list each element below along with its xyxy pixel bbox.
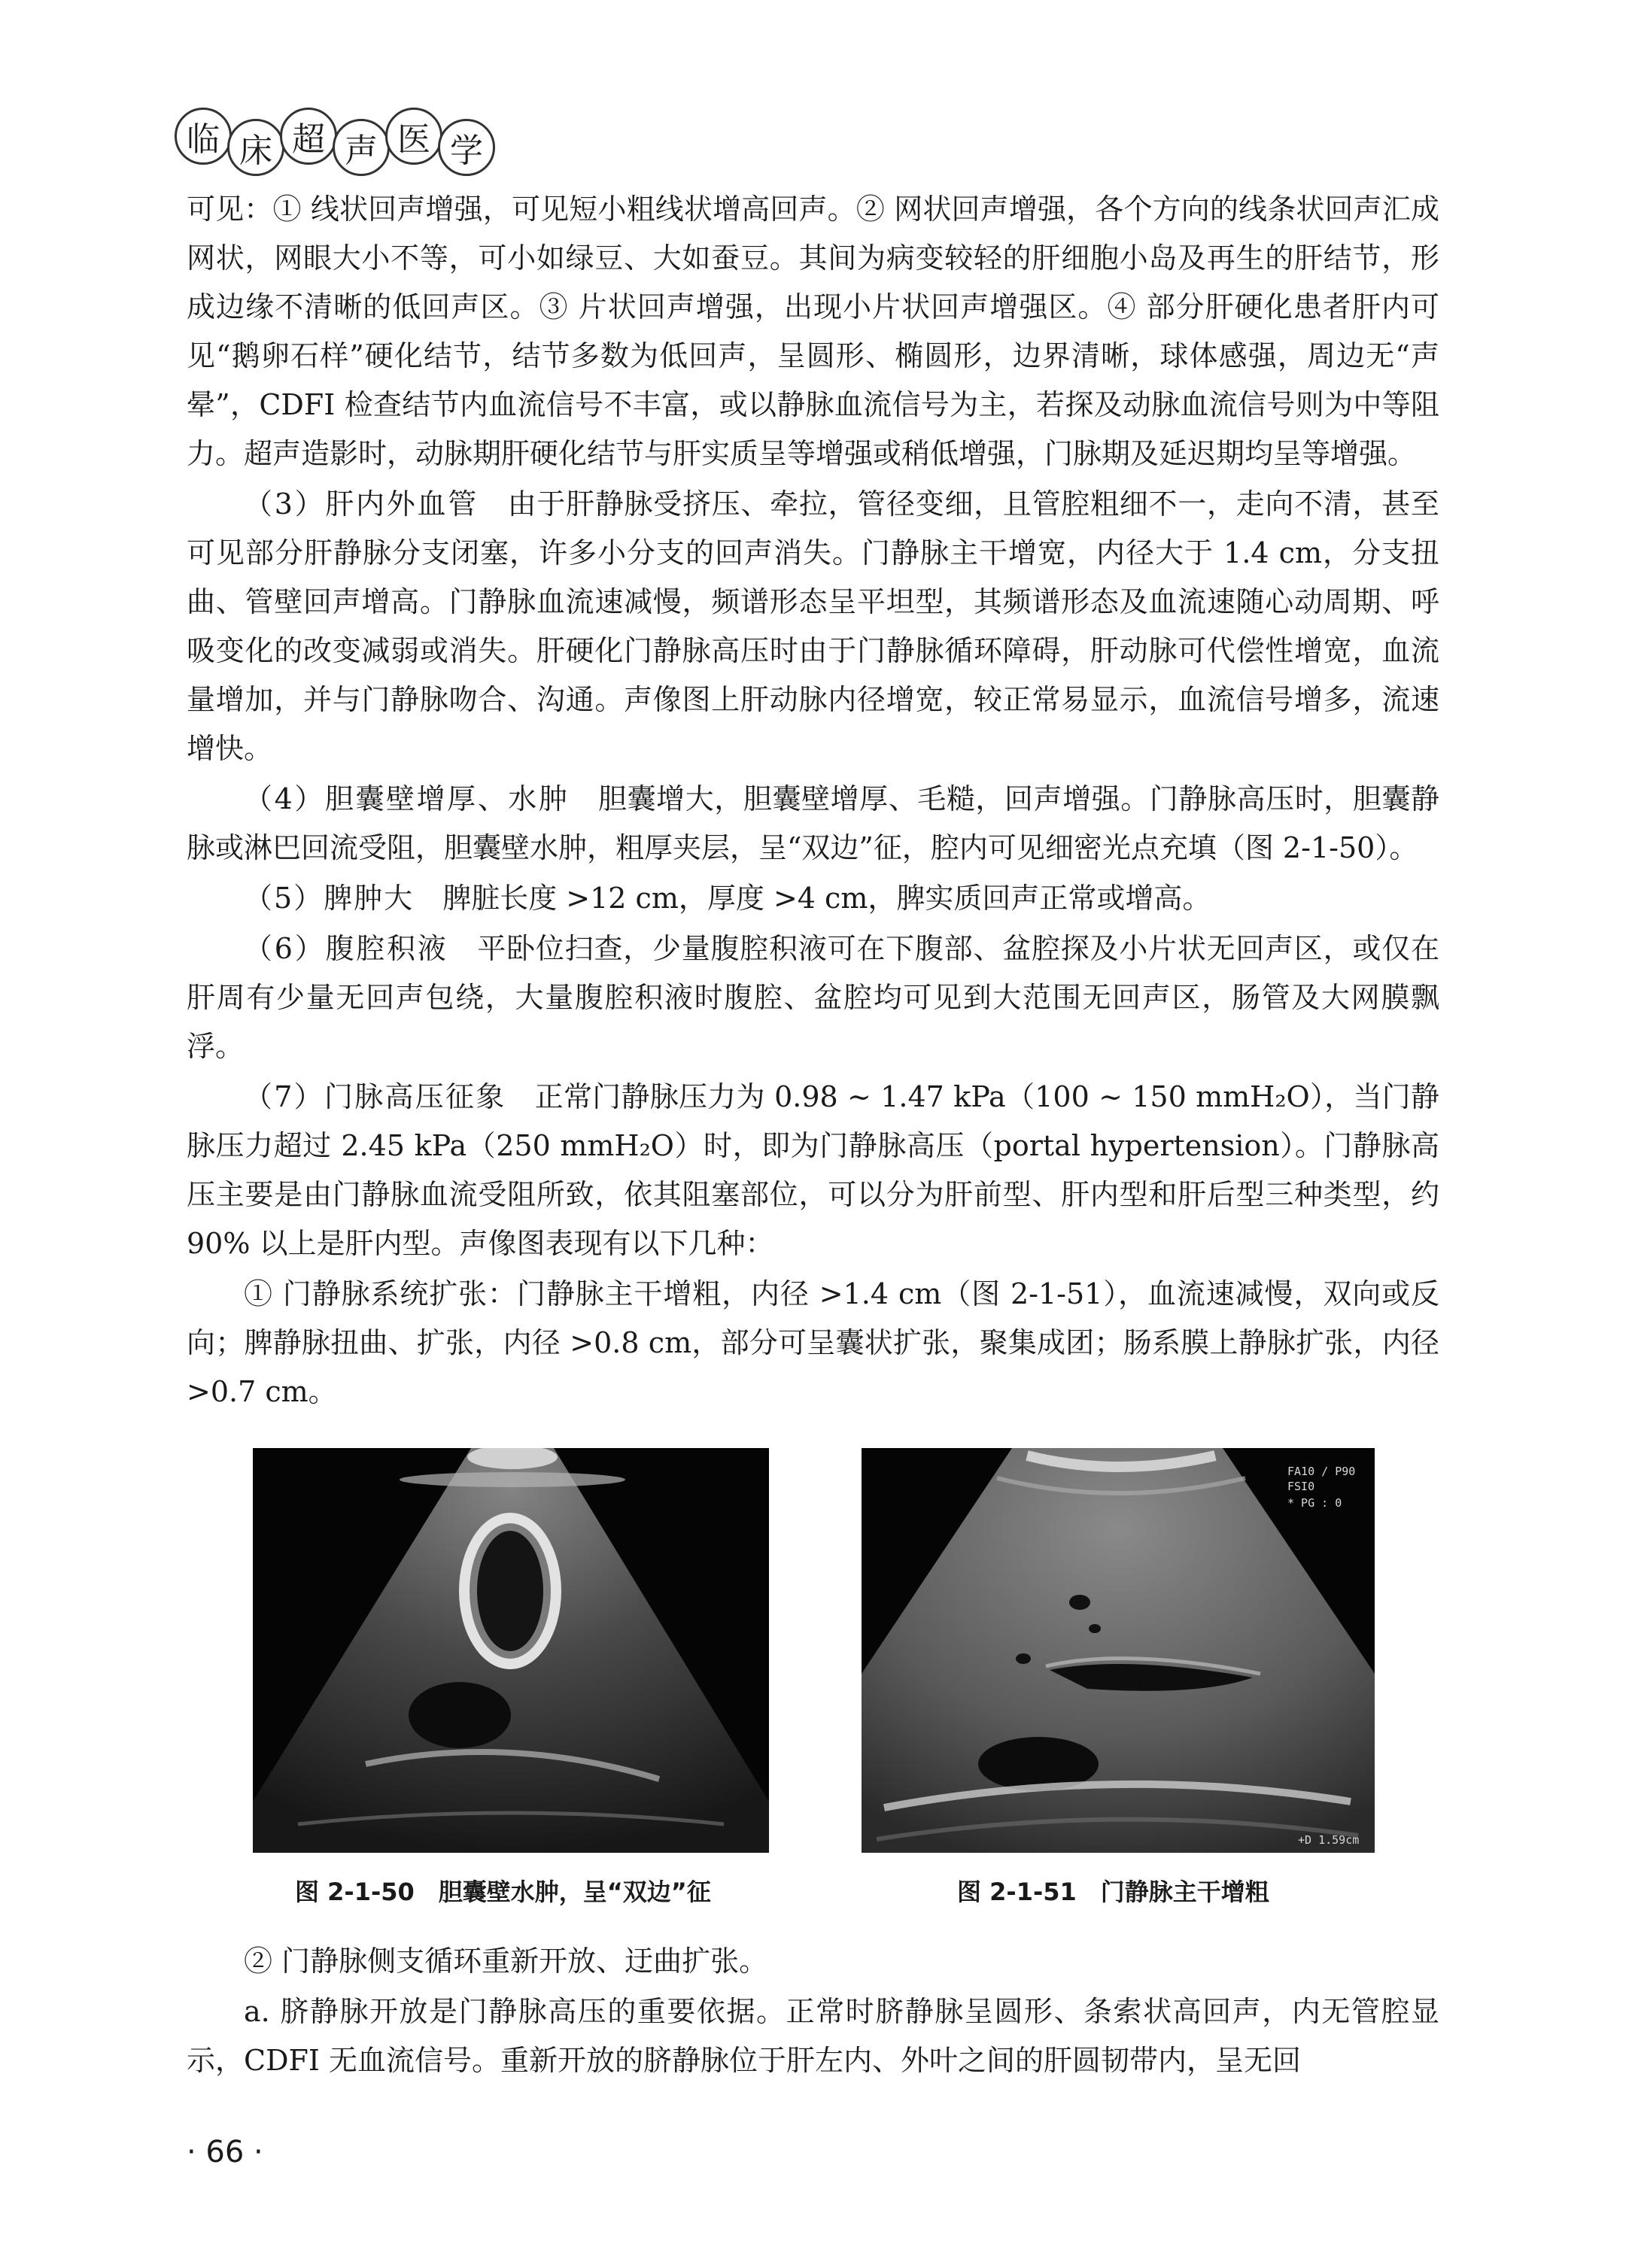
header-char: 医 xyxy=(385,108,442,165)
page-number: · 66 · xyxy=(187,2135,263,2169)
section-text: 胆囊增大，胆囊壁增厚、毛糙，回声增强。门静脉高压时，胆囊静脉或淋巴回流受阻，胆囊壁水肿，粗厚夹层，呈“双边”征，腔内可见细密光点充填（图 2-1-50）。 xyxy=(187,782,1439,864)
header-char: 声 xyxy=(333,119,390,176)
header-char: 超 xyxy=(280,108,337,165)
paragraph-section-3 xyxy=(187,480,1439,773)
section-heading: （5）脾肿大 xyxy=(244,882,415,915)
paragraph-item-2a: a. 脐静脉开放是门静脉高压的重要依据。正常时脐静脉呈圆形、条索状高回声，内无管腔显示，CDFI 无血流信号。重新开放的脐静脉位于肝左内、外叶之间的肝圆韧带内，呈无回 xyxy=(187,1995,1439,2077)
section-heading: （4）胆囊壁增厚、水肿 xyxy=(244,782,570,815)
section-heading: （6）腹腔积液 xyxy=(244,932,448,965)
body-text-top xyxy=(187,185,1439,1418)
paragraph-section-5 xyxy=(187,874,1439,923)
paragraph-section-4 xyxy=(187,775,1439,873)
ultrasound-image-gallbladder xyxy=(253,1448,769,1853)
section-heading: （3）肝内外血管 xyxy=(244,487,479,521)
ultrasound-setting-label: * PG : 0 xyxy=(1287,1496,1342,1510)
paragraph-section-6 xyxy=(187,925,1439,1071)
ultrasound-setting-label: FA10 / P90 xyxy=(1287,1465,1356,1478)
ultrasound-image-portal-vein xyxy=(862,1448,1375,1853)
header-char: 临 xyxy=(175,108,232,165)
section-text: 脾脏长度 >12 cm，厚度 >4 cm，脾实质回声正常或增高。 xyxy=(442,882,1211,915)
body-text-bottom xyxy=(187,1937,1439,2087)
figure-caption-2-1-50: 图 2-1-50 胆囊壁水肿，呈“双边”征 xyxy=(295,1878,711,1906)
section-text: 平卧位扫查，少量腹腔积液可在下腹部、盆腔探及小片状无回声区，或仅在肝周有少量无回声包绕，大量腹腔积液时腹腔、盆腔均可见到大范围无回声区，肠管及大网膜飘浮。 xyxy=(187,932,1439,1063)
figure-caption-2-1-51: 图 2-1-51 门静脉主干增粗 xyxy=(957,1878,1269,1906)
header-char: 床 xyxy=(227,119,284,176)
header-char: 学 xyxy=(438,119,495,176)
ultrasound-setting-label: FSI0 xyxy=(1287,1480,1315,1493)
paragraph-continuation: 可见：① 线状回声增强，可见短小粗线状增高回声。② 网状回声增强，各个方向的线条状回声汇成网状，网眼大小不等，可小如绿豆、大如蚕豆。其间为病变较轻的肝细胞小岛及再生的肝结节，形成边缘不清晰的低回声区。③ 片状回声增强，出现小片状回声增强区。④ 部分肝硬化患者肝内可见“鹅卵石样”硬化结节，结节多数为低回声，呈圆形、椭圆形，边界清晰，球体感强，周边无“声晕”，CDFI 检查结节内血流信号不丰富，或以静脉血流信号为主，若探及动脉血流信号则为中等阻力。超声造影时，动脉期肝硬化结节与肝实质呈等增强或稍低增强，门脉期及延迟期均呈等增强。 xyxy=(187,193,1439,470)
ultrasound-gallbladder-graphic xyxy=(253,1448,769,1853)
book-title-header xyxy=(175,96,491,176)
ultrasound-measurement-label: +D 1.59cm xyxy=(1298,1833,1360,1847)
section-text: 正常门静脉压力为 0.98 ~ 1.47 kPa（100 ~ 150 mmH₂O），当门静脉压力超过 2.45 kPa（250 mmH₂O）时，即为门静脉高压（portal hypertension）。门静脉高压主要是由门静脉血流受阻所致，依其阻塞部位，可以分为肝前型、肝内型和肝后型三种类型，约 90% 以上是肝内型。声像图表现有以下几种： xyxy=(187,1080,1439,1260)
paragraph-item-2: ② 门静脉侧支循环重新开放、迂曲扩张。 xyxy=(244,1945,768,1978)
paragraph-section-7 xyxy=(187,1073,1439,1268)
section-heading: （7）门脉高压征象 xyxy=(244,1080,506,1113)
paragraph-item-1: ① 门静脉系统扩张：门静脉主干增粗，内径 >1.4 cm（图 2-1-51），血流速减慢，双向或反向；脾静脉扭曲、扩张，内径 >0.8 cm，部分可呈囊状扩张，聚集成团；肠系膜上静脉扩张，内径 >0.7 cm。 xyxy=(187,1277,1439,1408)
section-text: 由于肝静脉受挤压、牵拉，管径变细，且管腔粗细不一，走向不清，甚至可见部分肝静脉分支闭塞，许多小分支的回声消失。门静脉主干增宽，内径大于 1.4 cm，分支扭曲、管壁回声增高。门静脉血流速减慢，频谱形态呈平坦型，其频谱形态及血流速随心动周期、呼吸变化的改变减弱或消失。肝硬化门静脉高压时由于门静脉循环障碍，肝动脉可代偿性增宽，血流量增加，并与门静脉吻合、沟通。声像图上肝动脉内径增宽，较正常易显示，血流信号增多，流速增快。 xyxy=(187,487,1439,765)
